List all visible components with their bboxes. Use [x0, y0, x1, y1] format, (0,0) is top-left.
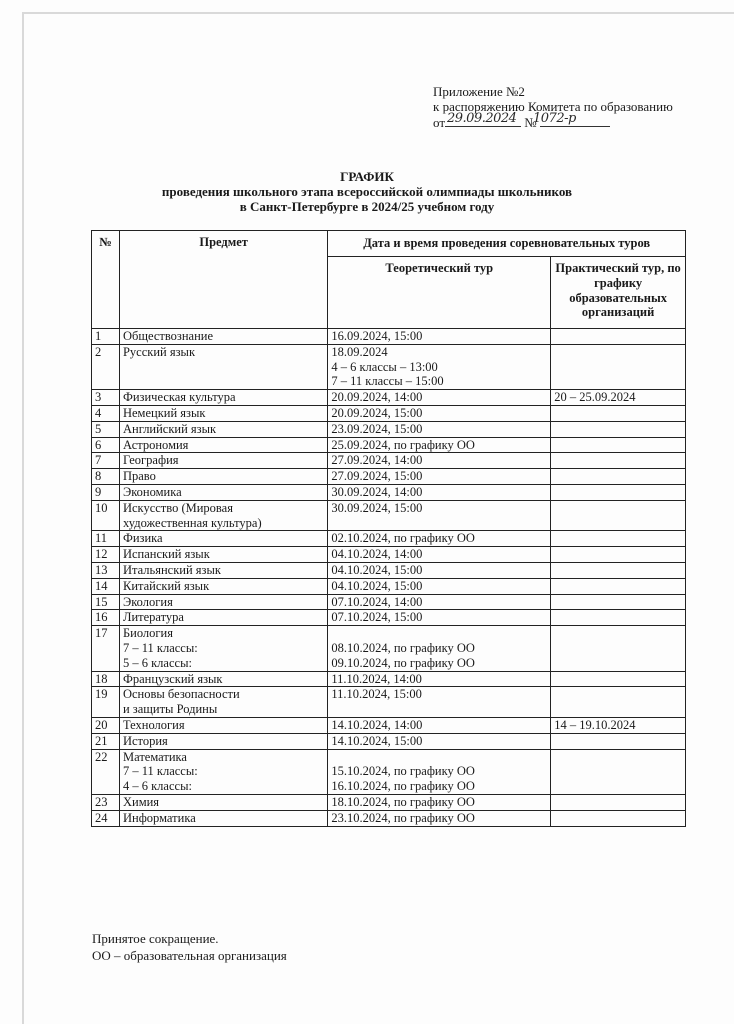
cell-subject-line: Литература	[122, 610, 184, 625]
cell-practice	[551, 594, 686, 610]
cell-practice	[551, 405, 686, 421]
cell-subject-line: Основы безопасности	[122, 687, 240, 702]
appendix-header	[433, 84, 673, 130]
cell-practice	[551, 749, 686, 794]
cell-practice-line	[554, 750, 682, 765]
table-row	[92, 390, 686, 406]
cell-practice	[551, 717, 686, 733]
cell-theory-line: 18.10.2024, по графику ОО	[331, 794, 475, 809]
cell-subject-line: Испанский язык	[122, 547, 210, 562]
cell-subject	[119, 500, 327, 531]
cell-subject	[119, 531, 327, 547]
scan-edge-top	[22, 12, 734, 14]
cell-number: 6	[92, 437, 120, 453]
table-row	[92, 749, 686, 794]
table-row	[92, 531, 686, 547]
cell-subject	[119, 329, 327, 345]
cell-number: 14	[92, 578, 120, 594]
cell-theory	[328, 733, 551, 749]
cell-theory	[328, 344, 551, 389]
table-row	[92, 733, 686, 749]
cell-subject	[119, 794, 327, 810]
cell-subject-line: Право	[122, 469, 156, 484]
appendix-line-2: к распоряжению Комитета по образованию	[433, 99, 673, 114]
cell-practice	[551, 344, 686, 389]
cell-subject-line: Итальянский язык	[122, 562, 221, 577]
cell-theory	[328, 329, 551, 345]
cell-theory-line: 27.09.2024, 15:00	[331, 469, 423, 484]
cell-number: 18	[92, 671, 120, 687]
header-subject: Предмет	[119, 231, 327, 329]
table-row	[92, 547, 686, 563]
cell-practice	[551, 453, 686, 469]
cell-number: 13	[92, 562, 120, 578]
cell-number: 11	[92, 531, 120, 547]
cell-number: 2	[92, 344, 120, 389]
cell-practice-line	[554, 438, 682, 453]
cell-number: 3	[92, 390, 120, 406]
cell-subject	[119, 547, 327, 563]
cell-theory-line: 11.10.2024, 14:00	[331, 671, 422, 686]
cell-theory	[328, 405, 551, 421]
cell-subject-line: Искусство (Мировая	[122, 500, 233, 515]
cell-subject	[119, 421, 327, 437]
cell-practice-line	[554, 329, 682, 344]
cell-theory	[328, 421, 551, 437]
cell-subject-line: 7 – 11 классы:	[122, 640, 198, 655]
header-dates: Дата и время проведения соревновательных туров	[328, 231, 686, 257]
cell-practice	[551, 810, 686, 826]
cell-practice	[551, 547, 686, 563]
cell-practice	[551, 390, 686, 406]
cell-number: 22	[92, 749, 120, 794]
cell-subject	[119, 437, 327, 453]
cell-theory-line: 04.10.2024, 15:00	[331, 578, 423, 593]
document-subtitle-2: в Санкт-Петербурге в 2024/25 учебном году	[239, 199, 495, 214]
cell-theory-line: 07.10.2024, 14:00	[331, 594, 423, 609]
cell-number: 10	[92, 500, 120, 531]
cell-practice-line	[554, 501, 682, 516]
cell-practice	[551, 610, 686, 626]
cell-practice-line	[554, 485, 682, 500]
cell-practice-line	[554, 734, 682, 749]
cell-theory	[328, 794, 551, 810]
table-row	[92, 484, 686, 500]
cell-practice	[551, 531, 686, 547]
document-title: ГРАФИК	[340, 169, 394, 184]
cell-practice	[551, 733, 686, 749]
cell-number: 19	[92, 687, 120, 718]
cell-subject	[119, 484, 327, 500]
cell-practice	[551, 484, 686, 500]
table-row	[92, 469, 686, 485]
cell-theory	[328, 687, 551, 718]
schedule-body	[92, 329, 686, 827]
cell-theory-line	[331, 626, 547, 641]
cell-practice-line	[554, 795, 682, 810]
cell-practice	[551, 687, 686, 718]
cell-practice-line	[554, 626, 682, 641]
cell-subject-line: Английский язык	[122, 421, 217, 436]
table-row	[92, 794, 686, 810]
cell-subject-line: Физическая культура	[122, 390, 236, 405]
handwritten-date: 29.09.2024	[447, 111, 517, 126]
cell-number: 23	[92, 794, 120, 810]
table-row	[92, 405, 686, 421]
document-subtitle-1: проведения школьного этапа всероссийской олимпиады школьников	[161, 184, 573, 199]
cell-theory	[328, 547, 551, 563]
cell-number: 7	[92, 453, 120, 469]
cell-number: 24	[92, 810, 120, 826]
cell-theory-line: 4 – 6 классы – 13:00	[331, 359, 438, 374]
cell-practice-line	[554, 811, 682, 826]
cell-subject-line: Обществознание	[122, 329, 214, 343]
cell-theory-line: 7 – 11 классы – 15:00	[331, 374, 444, 389]
table-row	[92, 500, 686, 531]
cell-theory-line: 16.10.2024, по графику ОО	[331, 779, 475, 794]
cell-subject-line: Физика	[122, 531, 163, 546]
cell-subject-line: Технология	[122, 717, 185, 732]
table-row	[92, 610, 686, 626]
cell-subject-line: Китайский язык	[122, 578, 210, 593]
cell-practice-line: 20 – 25.09.2024	[554, 390, 636, 405]
cell-practice-line: 14 – 19.10.2024	[554, 717, 636, 732]
cell-subject-line: Экология	[122, 594, 173, 609]
cell-practice	[551, 578, 686, 594]
cell-subject-line: и защиты Родины	[122, 702, 218, 717]
cell-theory-line: 08.10.2024, по графику ОО	[331, 640, 475, 655]
cell-subject-line: 7 – 11 классы:	[122, 764, 198, 779]
table-row	[92, 562, 686, 578]
cell-practice	[551, 329, 686, 345]
cell-theory-line: 20.09.2024, 14:00	[331, 390, 423, 405]
cell-number: 4	[92, 405, 120, 421]
cell-practice	[551, 626, 686, 671]
cell-subject-line: История	[122, 733, 168, 748]
cell-theory-line: 20.09.2024, 15:00	[331, 405, 423, 420]
cell-subject-line: Экономика	[122, 484, 182, 499]
table-row	[92, 594, 686, 610]
cell-theory-line: 30.09.2024, 15:00	[331, 500, 423, 515]
cell-theory-line: 23.10.2024, по графику ОО	[331, 810, 475, 825]
table-row	[92, 453, 686, 469]
footer-note	[92, 930, 287, 964]
header-practice: Практический тур, по графику образовательных организаций	[551, 257, 686, 329]
cell-theory-line: 18.09.2024	[331, 344, 388, 359]
cell-number: 20	[92, 717, 120, 733]
cell-theory-line: 11.10.2024, 15:00	[331, 687, 422, 702]
cell-practice	[551, 500, 686, 531]
cell-theory	[328, 562, 551, 578]
cell-subject	[119, 562, 327, 578]
cell-subject-line: Немецкий язык	[122, 405, 206, 420]
cell-theory	[328, 717, 551, 733]
cell-subject	[119, 453, 327, 469]
cell-subject-line: Астрономия	[122, 437, 189, 452]
cell-theory	[328, 390, 551, 406]
cell-practice-line	[554, 531, 682, 546]
cell-theory	[328, 453, 551, 469]
cell-number: 17	[92, 626, 120, 671]
cell-subject	[119, 733, 327, 749]
cell-subject-line: 5 – 6 классы:	[122, 655, 192, 670]
cell-practice	[551, 421, 686, 437]
cell-practice-line	[554, 610, 682, 625]
cell-subject	[119, 405, 327, 421]
schedule-table	[91, 230, 686, 827]
cell-number: 21	[92, 733, 120, 749]
cell-practice	[551, 794, 686, 810]
cell-subject-line: Химия	[122, 794, 160, 809]
cell-number: 5	[92, 421, 120, 437]
cell-theory-line: 07.10.2024, 15:00	[331, 610, 423, 625]
cell-theory-line: 04.10.2024, 15:00	[331, 562, 423, 577]
cell-theory-line: 04.10.2024, 14:00	[331, 547, 423, 562]
cell-theory	[328, 500, 551, 531]
cell-theory-line: 16.09.2024, 15:00	[331, 329, 423, 343]
cell-theory-line: 02.10.2024, по графику ОО	[331, 531, 475, 546]
cell-subject	[119, 344, 327, 389]
cell-theory	[328, 594, 551, 610]
cell-theory	[328, 749, 551, 794]
cell-theory	[328, 437, 551, 453]
cell-subject-line: География	[122, 453, 179, 468]
cell-subject	[119, 469, 327, 485]
cell-theory	[328, 484, 551, 500]
cell-practice-line	[554, 469, 682, 484]
cell-theory-line: 15.10.2024, по графику ОО	[331, 764, 475, 779]
cell-subject-line: 4 – 6 классы:	[122, 779, 192, 794]
cell-practice-line	[554, 453, 682, 468]
header-number: №	[92, 231, 120, 329]
cell-subject-line: Биология	[122, 626, 173, 641]
cell-subject-line: Русский язык	[122, 344, 196, 359]
appendix-number-label: №	[524, 115, 537, 130]
table-row	[92, 687, 686, 718]
table-row	[92, 671, 686, 687]
cell-subject	[119, 626, 327, 671]
cell-theory	[328, 810, 551, 826]
table-row	[92, 626, 686, 671]
table-row	[92, 810, 686, 826]
cell-theory-line: 14.10.2024, 15:00	[331, 733, 423, 748]
cell-theory	[328, 671, 551, 687]
scan-edge-left	[22, 12, 24, 1024]
cell-subject	[119, 810, 327, 826]
cell-practice-line	[554, 547, 682, 562]
footer-line-1: Принятое сокращение.	[92, 931, 219, 946]
cell-number: 1	[92, 329, 120, 345]
cell-theory	[328, 469, 551, 485]
cell-subject	[119, 749, 327, 794]
cell-theory	[328, 626, 551, 671]
cell-subject-line: Информатика	[122, 810, 196, 825]
cell-number: 8	[92, 469, 120, 485]
cell-subject	[119, 717, 327, 733]
appendix-line-1: Приложение №2	[433, 84, 525, 99]
cell-theory-line	[331, 750, 547, 765]
cell-subject	[119, 594, 327, 610]
table-row	[92, 329, 686, 345]
cell-practice-line	[554, 595, 682, 610]
cell-practice	[551, 469, 686, 485]
table-row	[92, 717, 686, 733]
cell-theory-line: 23.09.2024, 15:00	[331, 421, 423, 436]
cell-theory	[328, 610, 551, 626]
cell-practice	[551, 437, 686, 453]
cell-practice-line	[554, 406, 682, 421]
cell-number: 16	[92, 610, 120, 626]
handwritten-number: 1072-р	[533, 111, 576, 126]
cell-subject	[119, 578, 327, 594]
cell-practice-line	[554, 672, 682, 687]
appendix-date-number-row	[433, 111, 673, 130]
table-row	[92, 421, 686, 437]
cell-subject-line: художественная культура)	[122, 515, 262, 530]
table-row	[92, 344, 686, 389]
cell-theory-line: 27.09.2024, 14:00	[331, 453, 423, 468]
cell-practice-line	[554, 345, 682, 360]
header-theory: Теоретический тур	[328, 257, 551, 329]
cell-theory-line: 09.10.2024, по графику ОО	[331, 655, 475, 670]
cell-theory	[328, 578, 551, 594]
cell-practice-line	[554, 563, 682, 578]
table-row	[92, 578, 686, 594]
cell-number: 15	[92, 594, 120, 610]
cell-practice-line	[554, 579, 682, 594]
cell-theory-line: 30.09.2024, 14:00	[331, 484, 423, 499]
cell-practice-line	[554, 687, 682, 702]
table-row	[92, 437, 686, 453]
cell-theory	[328, 531, 551, 547]
cell-subject	[119, 671, 327, 687]
cell-theory-line: 25.09.2024, по графику ОО	[331, 437, 475, 452]
appendix-from-label: от	[433, 115, 446, 130]
cell-practice	[551, 562, 686, 578]
cell-subject-line: Французский язык	[122, 671, 223, 686]
cell-number: 12	[92, 547, 120, 563]
footer-line-2: ОО – образовательная организация	[92, 948, 287, 963]
cell-practice-line	[554, 422, 682, 437]
cell-subject	[119, 390, 327, 406]
cell-subject	[119, 687, 327, 718]
cell-number: 9	[92, 484, 120, 500]
cell-subject-line: Математика	[122, 749, 187, 764]
cell-practice	[551, 671, 686, 687]
cell-subject	[119, 610, 327, 626]
cell-theory-line: 14.10.2024, 14:00	[331, 717, 423, 732]
